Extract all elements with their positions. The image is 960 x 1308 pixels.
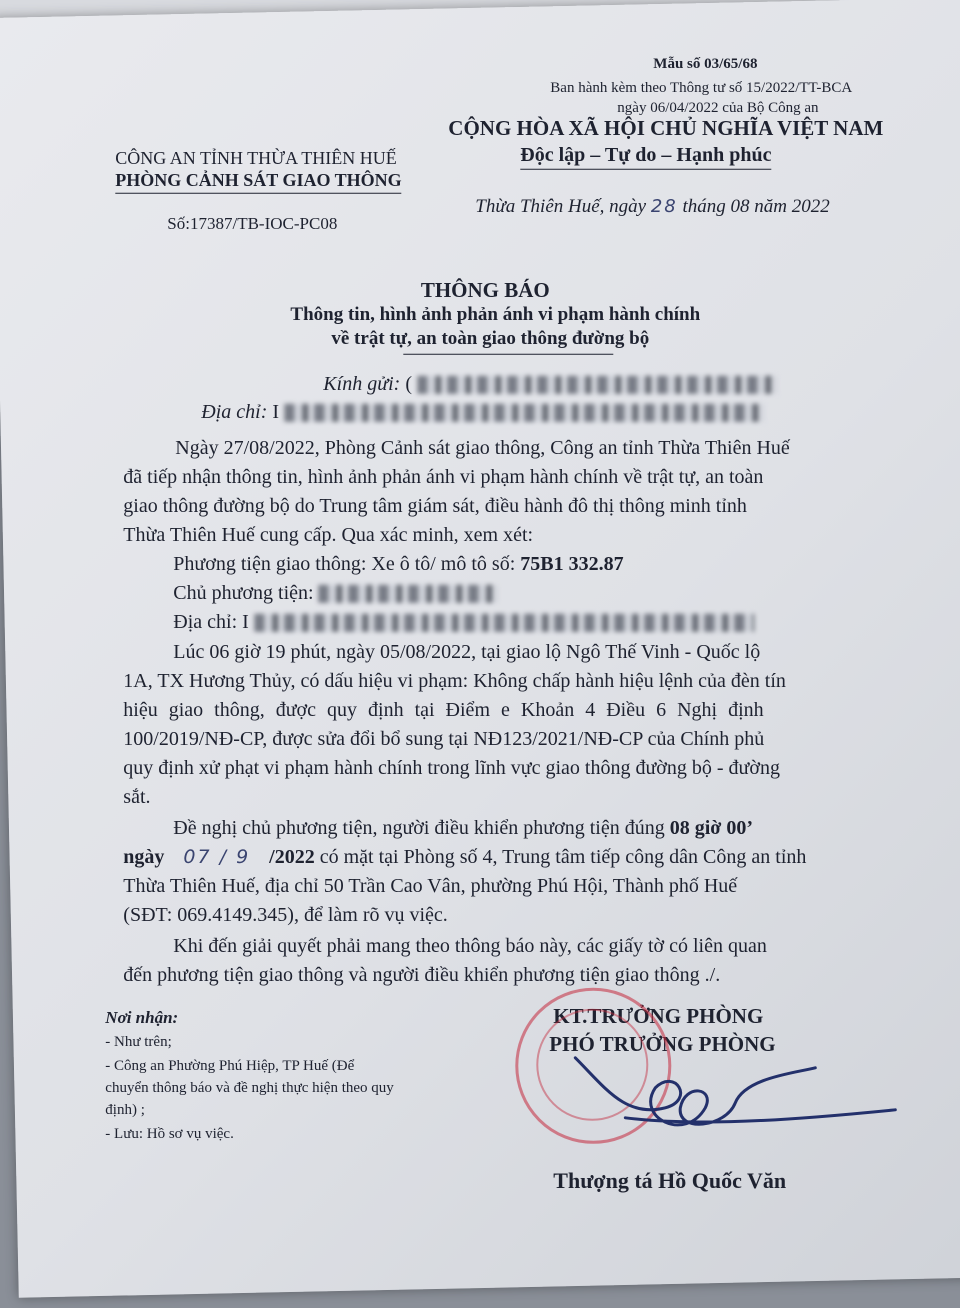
p1-line2: đã tiếp nhận thông tin, hình ảnh phản ánh vi phạm hành chính về trật tự, an toàn (123, 465, 764, 488)
p2-line2: 1A, TX Hương Thủy, có dấu hiệu vi phạm: Không chấp hành hiệu lệnh của đèn tín (123, 669, 786, 692)
p3-line2 (123, 843, 806, 872)
vehicle-label: Phương tiện giao thông: Xe ô tô/ mô tô số: (173, 552, 516, 575)
p4-line1: Khi đến giải quyết phải mang theo thông báo này, các giấy tờ có liên quan (173, 934, 767, 957)
recipients-item-2-line1: - Công an Phường Phú Hiệp, TP Huế (Để (105, 1057, 355, 1074)
appointment-date-handwritten: 07 / 9 (183, 845, 251, 868)
owner-address-line (173, 608, 754, 637)
document-date (475, 196, 829, 218)
recipients-heading: Nơi nhận: (105, 1007, 179, 1027)
p2-line4: 100/2019/NĐ-CP, được sửa đổi bổ sung tại NĐ123/2021/NĐ-CP của Chính phủ (123, 727, 765, 750)
handwritten-signature (565, 1048, 905, 1158)
nation-motto: Độc lập – Tự do – Hạnh phúc (520, 144, 771, 170)
recipients-item-1: - Như trên; (105, 1033, 172, 1050)
agency-parent: CÔNG AN TỈNH THỪA THIÊN HUẾ (115, 147, 397, 168)
notice-subtitle-2: về trật tự, an toàn giao thông đường bộ (331, 327, 650, 349)
p2-line3: hiệu giao thông, được quy định tại Điểm e Khoản 4 Điều 6 Nghị định (123, 698, 764, 721)
recipients-item-2-line2: chuyển thông báo và đề nghị thực hiện theo quy (105, 1079, 394, 1096)
date-day-handwritten: 28 (650, 195, 678, 217)
recipient-address-label: Địa chỉ: (201, 400, 268, 423)
appointment-day-label: ngày (123, 845, 165, 868)
recipient-address-line (201, 398, 764, 427)
p3-line2-text: có mặt tại Phòng số 4, Trung tâm tiếp công dân Công an tỉnh (319, 845, 807, 868)
date-suffix: tháng 08 năm 2022 (682, 195, 830, 217)
recipient-address-visible: I (272, 400, 280, 423)
recipient-redacted (417, 376, 777, 394)
p1-line3: giao thông đường bộ do Trung tâm giám sát, điều hành đô thị thông minh tỉnh (123, 494, 747, 517)
owner-line (173, 579, 498, 608)
form-issued-line1: Ban hành kèm theo Thông tư số 15/2022/TT-BCA (550, 79, 853, 96)
appointment-time: 08 giờ 00’ (669, 816, 754, 839)
notice-title: THÔNG BÁO (420, 277, 550, 302)
form-number: Mẫu số 03/65/68 (653, 55, 758, 72)
p4-line2: đến phương tiện giao thông và người điều khiển phương tiện giao thông ./. (123, 963, 721, 986)
p2-line1: Lúc 06 giờ 19 phút, ngày 05/08/2022, tại giao lộ Ngô Thế Vinh - Quốc lộ (173, 640, 761, 663)
p3-line1-text: Đề nghị chủ phương tiện, người điều khiển phương tiện đúng (173, 816, 665, 839)
form-issued-line2: ngày 06/04/2022 của Bộ Công an (617, 99, 819, 116)
notice-subtitle-1: Thông tin, hình ảnh phản ánh vi phạm hành chính (290, 303, 701, 325)
recipients-item-2-line3: định) ; (105, 1101, 145, 1118)
recipient-address-redacted (284, 404, 764, 422)
recipient-visible: ( (405, 372, 413, 395)
appointment-year: /2022 (269, 845, 315, 868)
nation-name: CỘNG HÒA XÃ HỘI CHỦ NGHĨA VIỆT NAM (448, 115, 884, 140)
p3-line4: (SĐT: 069.4149.345), để làm rõ vụ việc. (123, 903, 448, 926)
owner-address-label: Địa chỉ: I (173, 610, 249, 633)
p1-line4: Thừa Thiên Huế cung cấp. Qua xác minh, xem xét: (123, 523, 534, 546)
p2-line6: sắt. (123, 785, 151, 808)
p3-line1 (173, 814, 753, 843)
signature-role-2: PHÓ TRƯỞNG PHÒNG (549, 1031, 776, 1056)
owner-address-redacted (254, 614, 754, 632)
recipient-line (323, 370, 777, 399)
p2-line5: quy định xử phạt vi phạm hành chính trong lĩnh vực giao thông đường bộ - đường (123, 756, 780, 779)
doc-number: Số:17387/TB-IOC-PC08 (167, 213, 338, 233)
p3-line3: Thừa Thiên Huế, địa chỉ 50 Trần Cao Vân, phường Phú Hội, Thành phố Huế (123, 874, 738, 897)
agency-name: PHÒNG CẢNH SÁT GIAO THÔNG (115, 170, 401, 194)
owner-label: Chủ phương tiện: (173, 581, 314, 604)
recipient-label: Kính gửi: (323, 372, 401, 395)
p1-line1: Ngày 27/08/2022, Phòng Cảnh sát giao thông, Công an tỉnh Thừa Thiên Huế (175, 436, 790, 459)
vehicle-plate: 75B1 332.87 (520, 552, 624, 575)
title-underline (403, 354, 613, 355)
recipients-item-3: - Lưu: Hồ sơ vụ việc. (105, 1125, 234, 1142)
signature-role-1: KT.TRƯỞNG PHÒNG (553, 1003, 764, 1028)
date-prefix: Thừa Thiên Huế, ngày (475, 195, 647, 217)
signer-name: Thượng tá Hồ Quốc Văn (553, 1167, 787, 1193)
vehicle-line (173, 550, 623, 579)
owner-redacted (319, 585, 499, 603)
